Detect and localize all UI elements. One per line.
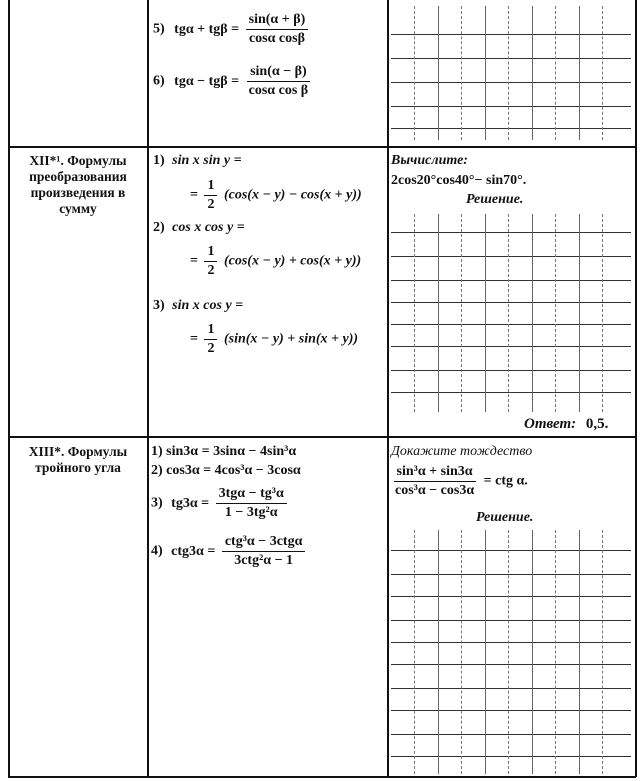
- fraction: [246, 64, 312, 99]
- table-border-left: [8, 0, 10, 777]
- task-label-12: Вычислите:: [391, 153, 468, 168]
- formula-12-2-lhs: 2) cos x cos y =: [153, 220, 245, 235]
- formula-12-2-rhs: = $\frac{1}{2}$ (cos(x − y) + cos(x + y)): [190, 244, 362, 278]
- fraction: $\frac{\text{3tgα − tg³α}}{\text{1 − 3tg²α}}$: [216, 486, 287, 521]
- row-separator-2: [8, 436, 636, 438]
- fraction-half: $\frac{1}{2}$: [204, 322, 217, 357]
- identity-13: $\frac{\text{sin³α + sin3α}}{\text{cos³α − cos3α}}$ = ctg α.: [389, 464, 528, 499]
- fraction: $\frac{\text{ctg³α − 3ctgα}}{\text{3ctg²α − 1}}$: [222, 534, 306, 569]
- formula-13-2: 2) cos3α = 4cos³α − 3cosα: [151, 463, 301, 478]
- formula-12-3-lhs: 3) sin x cos y =: [153, 298, 244, 313]
- formula-number: 6): [153, 73, 165, 89]
- row-separator-1: [8, 146, 636, 148]
- answer-grid-13: [391, 530, 631, 774]
- section-title-13: XIII*. Формулы тройного угла: [28, 444, 128, 475]
- answer-12: Ответ: 0,5.: [524, 416, 609, 432]
- denominator: cosα cos β: [248, 83, 309, 98]
- formula-lhs: tgα + tgβ =: [174, 21, 240, 37]
- formula-5: [153, 12, 311, 47]
- formula-number: 5): [153, 21, 165, 37]
- table-border-right: [635, 0, 637, 777]
- solution-label-13: Решение.: [476, 510, 534, 525]
- solution-label-12: Решение.: [466, 192, 524, 207]
- table-divider-1: [147, 0, 149, 777]
- formula-13-1: 1) sin3α = 3sinα − 4sin³α: [151, 444, 297, 459]
- formula-13-4: 4) ctg3α = $\frac{\text{ctg³α − 3ctgα}}{\text{3ctg²α − 1}}$: [151, 534, 308, 569]
- table-border-bottom: [8, 776, 636, 778]
- fraction-half: $\frac{1}{2}$: [204, 178, 217, 213]
- answer-grid-12: [391, 214, 631, 412]
- fraction: $\frac{\text{sin³α + sin3α}}{\text{cos³α − cos3α}}$: [395, 464, 475, 498]
- task-label-13: Докажите тождество: [391, 444, 533, 459]
- formula-6: [153, 64, 314, 99]
- numerator: sin(α + β): [246, 12, 309, 30]
- table-divider-2: [387, 0, 389, 777]
- section-title-12: XII*¹. Формулы преобразования произведения в сумму: [29, 153, 127, 216]
- formula-13-3: 3) tg3α = $\frac{\text{3tgα − tg³α}}{\text{1 − 3tg²α}}$: [151, 486, 290, 521]
- formula-12-1-rhs: = $\frac{1}{2}$ (cos(x − y) − cos(x + y)): [190, 178, 362, 212]
- answer-grid-top: [391, 6, 631, 140]
- formula-lhs: tgα − tgβ =: [174, 73, 240, 89]
- fraction-half: $\frac{1}{2}$: [204, 244, 217, 279]
- numerator: sin(α − β): [247, 64, 310, 82]
- formula-12-3-rhs: = $\frac{1}{2}$ (sin(x − y) + sin(x + y)): [190, 322, 359, 356]
- formula-12-1-lhs: 1) sin x sin y =: [153, 153, 242, 168]
- denominator: cosα cosβ: [248, 31, 305, 46]
- task-expression-12: 2cos20°cos40°− sin70°.: [391, 173, 527, 188]
- fraction: [246, 12, 309, 47]
